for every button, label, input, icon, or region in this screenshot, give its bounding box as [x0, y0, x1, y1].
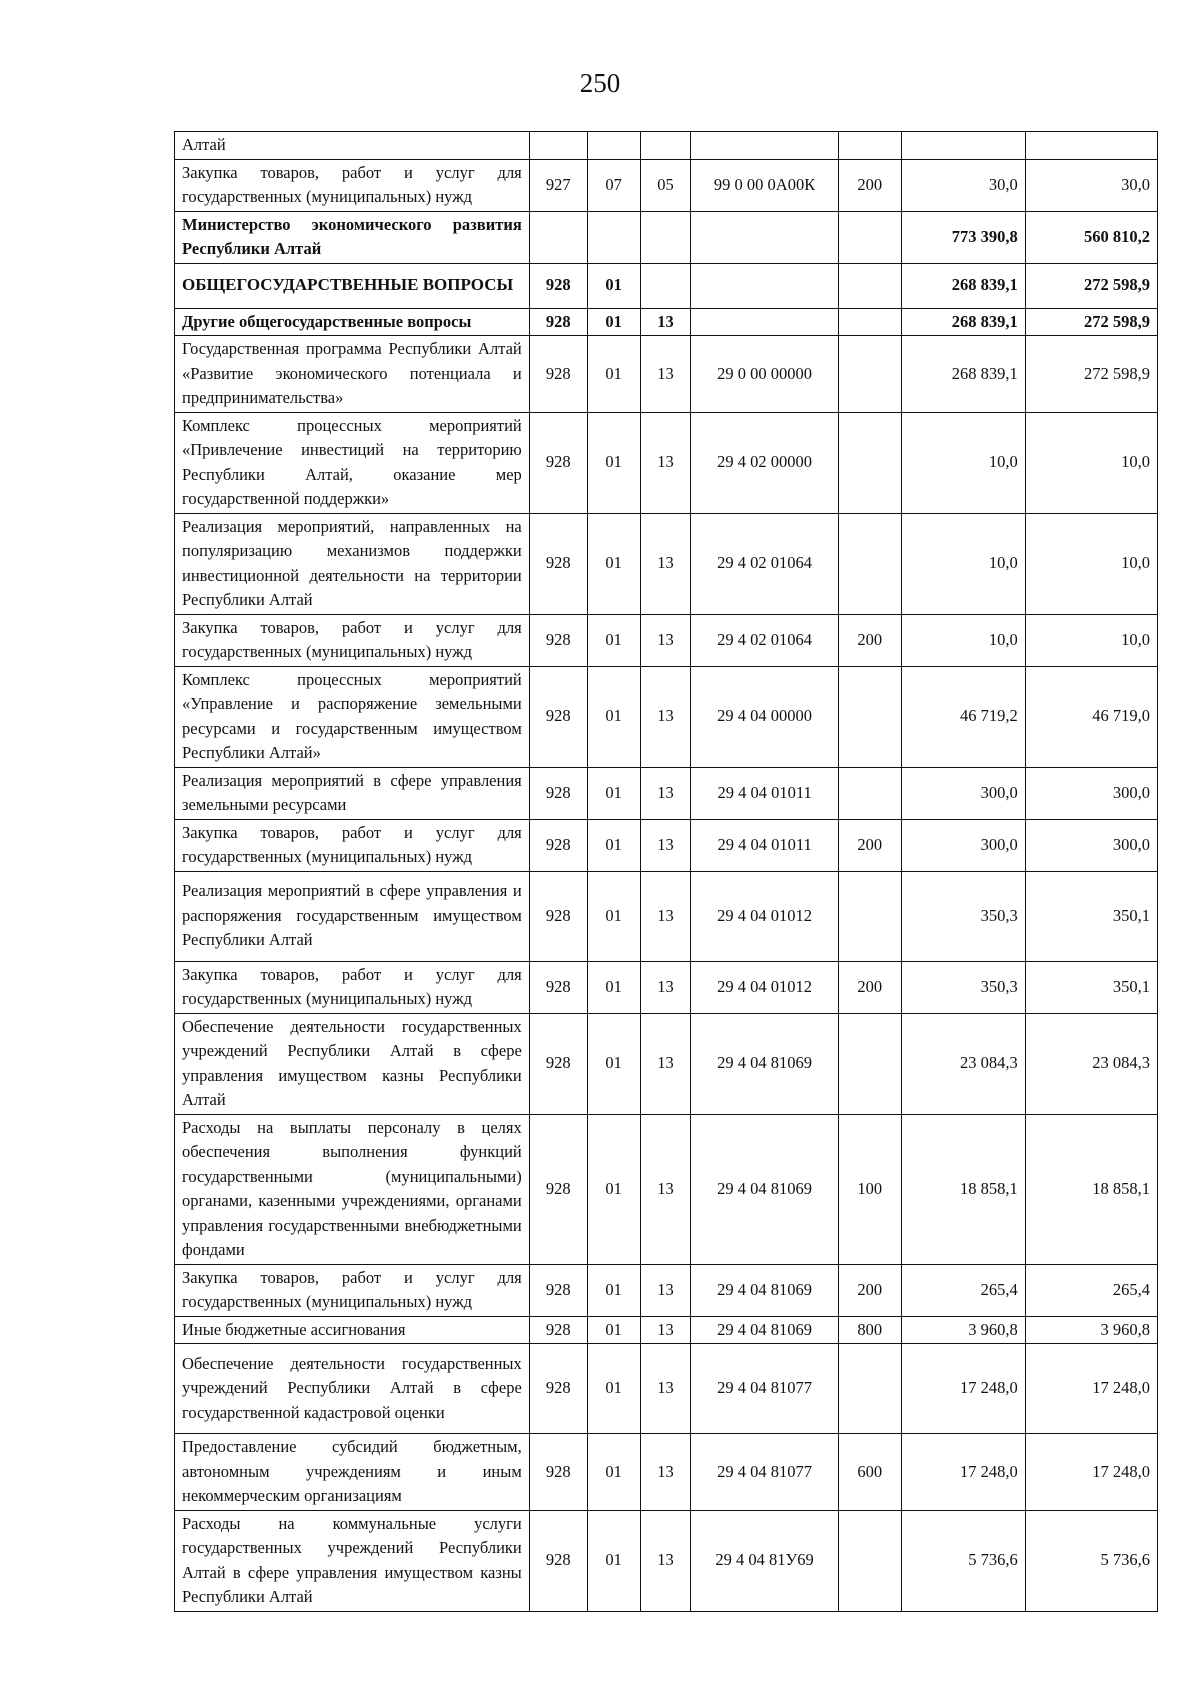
section-code: 01 — [587, 1114, 640, 1264]
subsection-code: 13 — [640, 412, 691, 513]
section-code: 01 — [587, 308, 640, 336]
amount-year-1: 23 084,3 — [901, 1013, 1025, 1114]
row-name: Закупка товаров, работ и услуг для государственных (муниципальных) нужд — [175, 819, 530, 871]
amount-year-2: 5 736,6 — [1025, 1510, 1157, 1611]
amount-year-1: 46 719,2 — [901, 666, 1025, 767]
table-row — [175, 1264, 1158, 1316]
amount-year-1: 268 839,1 — [901, 336, 1025, 413]
section-code — [587, 211, 640, 263]
section-code: 01 — [587, 336, 640, 413]
target-article-code: 29 0 00 00000 — [691, 336, 838, 413]
row-name: Комплекс процессных мероприятий «Привлечение инвестиций на территорию Республики Алтай, оказание мер государственной поддержки» — [175, 412, 530, 513]
subsection-code: 13 — [640, 1434, 691, 1511]
expense-type-code — [838, 767, 901, 819]
target-article-code: 99 0 00 0А00К — [691, 159, 838, 211]
ministry-code: 928 — [529, 871, 587, 961]
row-name: Алтай — [175, 132, 530, 160]
ministry-code: 928 — [529, 513, 587, 614]
ministry-code: 928 — [529, 1434, 587, 1511]
table-row — [175, 1013, 1158, 1114]
table-row — [175, 666, 1158, 767]
ministry-code: 928 — [529, 1316, 587, 1344]
ministry-code: 928 — [529, 666, 587, 767]
ministry-code: 928 — [529, 1510, 587, 1611]
amount-year-1: 30,0 — [901, 159, 1025, 211]
subsection-code — [640, 211, 691, 263]
row-name: Реализация мероприятий в сфере управления и распоряжения государственным имуществом Республики Алтай — [175, 871, 530, 961]
expense-type-code — [838, 308, 901, 336]
expense-type-code — [838, 336, 901, 413]
section-code: 01 — [587, 961, 640, 1013]
target-article-code: 29 4 04 81069 — [691, 1264, 838, 1316]
section-code: 01 — [587, 614, 640, 666]
expense-type-code — [838, 412, 901, 513]
row-name: Закупка товаров, работ и услуг для государственных (муниципальных) нужд — [175, 961, 530, 1013]
amount-year-2: 272 598,9 — [1025, 336, 1157, 413]
expense-type-code — [838, 1510, 901, 1611]
amount-year-2: 17 248,0 — [1025, 1434, 1157, 1511]
section-code: 01 — [587, 666, 640, 767]
target-article-code — [691, 211, 838, 263]
amount-year-1: 268 839,1 — [901, 263, 1025, 308]
table-row — [175, 1114, 1158, 1264]
amount-year-1: 268 839,1 — [901, 308, 1025, 336]
table-row — [175, 614, 1158, 666]
target-article-code: 29 4 04 01011 — [691, 767, 838, 819]
amount-year-2: 3 960,8 — [1025, 1316, 1157, 1344]
amount-year-2: 560 810,2 — [1025, 211, 1157, 263]
subsection-code: 13 — [640, 1264, 691, 1316]
target-article-code: 29 4 02 01064 — [691, 614, 838, 666]
ministry-code: 928 — [529, 1013, 587, 1114]
row-name: Другие общегосударственные вопросы — [175, 308, 530, 336]
section-code: 01 — [587, 513, 640, 614]
amount-year-2: 10,0 — [1025, 513, 1157, 614]
section-code: 07 — [587, 159, 640, 211]
table-row — [175, 961, 1158, 1013]
target-article-code — [691, 308, 838, 336]
amount-year-1: 18 858,1 — [901, 1114, 1025, 1264]
amount-year-1: 265,4 — [901, 1264, 1025, 1316]
amount-year-2: 10,0 — [1025, 614, 1157, 666]
subsection-code — [640, 132, 691, 160]
target-article-code: 29 4 04 81077 — [691, 1434, 838, 1511]
subsection-code — [640, 263, 691, 308]
subsection-code: 13 — [640, 1510, 691, 1611]
amount-year-1: 10,0 — [901, 614, 1025, 666]
section-code: 01 — [587, 412, 640, 513]
amount-year-2: 272 598,9 — [1025, 263, 1157, 308]
ministry-code: 928 — [529, 336, 587, 413]
subsection-code: 13 — [640, 961, 691, 1013]
amount-year-2: 265,4 — [1025, 1264, 1157, 1316]
target-article-code: 29 4 04 01011 — [691, 819, 838, 871]
amount-year-1 — [901, 132, 1025, 160]
row-name: Обеспечение деятельности государственных учреждений Республики Алтай в сфере государственной кадастровой оценки — [175, 1344, 530, 1434]
subsection-code: 13 — [640, 1114, 691, 1264]
subsection-code: 13 — [640, 1344, 691, 1434]
target-article-code: 29 4 04 01012 — [691, 871, 838, 961]
amount-year-2: 10,0 — [1025, 412, 1157, 513]
table-row — [175, 412, 1158, 513]
expense-type-code: 200 — [838, 159, 901, 211]
amount-year-2 — [1025, 132, 1157, 160]
section-code: 01 — [587, 1434, 640, 1511]
section-code: 01 — [587, 767, 640, 819]
expense-type-code: 800 — [838, 1316, 901, 1344]
amount-year-1: 350,3 — [901, 871, 1025, 961]
expense-type-code: 100 — [838, 1114, 901, 1264]
subsection-code: 13 — [640, 1013, 691, 1114]
row-name: Иные бюджетные ассигнования — [175, 1316, 530, 1344]
ministry-code — [529, 211, 587, 263]
table-row — [175, 871, 1158, 961]
table-row — [175, 1344, 1158, 1434]
amount-year-2: 350,1 — [1025, 961, 1157, 1013]
amount-year-1: 10,0 — [901, 513, 1025, 614]
target-article-code: 29 4 02 00000 — [691, 412, 838, 513]
target-article-code: 29 4 04 81069 — [691, 1114, 838, 1264]
ministry-code: 928 — [529, 308, 587, 336]
amount-year-2: 30,0 — [1025, 159, 1157, 211]
ministry-code: 928 — [529, 1264, 587, 1316]
subsection-code: 13 — [640, 666, 691, 767]
amount-year-2: 46 719,0 — [1025, 666, 1157, 767]
section-code: 01 — [587, 1316, 640, 1344]
subsection-code: 13 — [640, 336, 691, 413]
amount-year-2: 18 858,1 — [1025, 1114, 1157, 1264]
section-code: 01 — [587, 871, 640, 961]
expense-type-code — [838, 211, 901, 263]
target-article-code: 29 4 04 81077 — [691, 1344, 838, 1434]
target-article-code: 29 4 02 01064 — [691, 513, 838, 614]
ministry-code: 928 — [529, 412, 587, 513]
expense-type-code: 200 — [838, 961, 901, 1013]
table-row — [175, 767, 1158, 819]
amount-year-2: 350,1 — [1025, 871, 1157, 961]
section-code: 01 — [587, 1510, 640, 1611]
amount-year-2: 272 598,9 — [1025, 308, 1157, 336]
amount-year-1: 3 960,8 — [901, 1316, 1025, 1344]
expense-type-code — [838, 871, 901, 961]
target-article-code: 29 4 04 81069 — [691, 1316, 838, 1344]
expense-type-code — [838, 1344, 901, 1434]
table-row — [175, 819, 1158, 871]
row-name: Закупка товаров, работ и услуг для государственных (муниципальных) нужд — [175, 614, 530, 666]
expense-type-code — [838, 132, 901, 160]
amount-year-2: 23 084,3 — [1025, 1013, 1157, 1114]
table-row — [175, 308, 1158, 336]
ministry-code: 928 — [529, 819, 587, 871]
section-code: 01 — [587, 1264, 640, 1316]
amount-year-1: 17 248,0 — [901, 1434, 1025, 1511]
target-article-code — [691, 132, 838, 160]
table-row — [175, 159, 1158, 211]
amount-year-1: 300,0 — [901, 767, 1025, 819]
section-code: 01 — [587, 819, 640, 871]
row-name: Закупка товаров, работ и услуг для государственных (муниципальных) нужд — [175, 1264, 530, 1316]
target-article-code: 29 4 04 81У69 — [691, 1510, 838, 1611]
table-row — [175, 132, 1158, 160]
target-article-code: 29 4 04 00000 — [691, 666, 838, 767]
row-name: Реализация мероприятий, направленных на популяризацию механизмов поддержки инвестиционной деятельности на территории Республики Алтай — [175, 513, 530, 614]
row-name: Закупка товаров, работ и услуг для государственных (муниципальных) нужд — [175, 159, 530, 211]
row-name: Предоставление субсидий бюджетным, автономным учреждениям и иным некоммерческим организациям — [175, 1434, 530, 1511]
table-row — [175, 1510, 1158, 1611]
expense-type-code — [838, 513, 901, 614]
row-name: Обеспечение деятельности государственных учреждений Республики Алтай в сфере управления имуществом казны Республики Алтай — [175, 1013, 530, 1114]
ministry-code: 928 — [529, 961, 587, 1013]
amount-year-2: 300,0 — [1025, 767, 1157, 819]
ministry-code: 928 — [529, 767, 587, 819]
expense-type-code: 200 — [838, 819, 901, 871]
table-row — [175, 263, 1158, 308]
ministry-code: 928 — [529, 1344, 587, 1434]
budget-table — [174, 131, 1158, 1612]
row-name: Расходы на выплаты персоналу в целях обеспечения выполнения функций государственными (муниципальными) органами, казенными учреждениями, органами управления государственными внебюджетными фондами — [175, 1114, 530, 1264]
ministry-code: 928 — [529, 263, 587, 308]
table-row — [175, 211, 1158, 263]
expense-type-code — [838, 1013, 901, 1114]
expense-type-code — [838, 263, 901, 308]
subsection-code: 05 — [640, 159, 691, 211]
section-code: 01 — [587, 1344, 640, 1434]
section-code: 01 — [587, 263, 640, 308]
section-code — [587, 132, 640, 160]
row-name: Реализация мероприятий в сфере управления земельными ресурсами — [175, 767, 530, 819]
amount-year-1: 773 390,8 — [901, 211, 1025, 263]
row-name: Расходы на коммунальные услуги государственных учреждений Республики Алтай в сфере управления имуществом казны Республики Алтай — [175, 1510, 530, 1611]
ministry-code: 928 — [529, 1114, 587, 1264]
subsection-code: 13 — [640, 614, 691, 666]
table-row — [175, 336, 1158, 413]
amount-year-1: 5 736,6 — [901, 1510, 1025, 1611]
section-code: 01 — [587, 1013, 640, 1114]
expense-type-code: 200 — [838, 614, 901, 666]
subsection-code: 13 — [640, 513, 691, 614]
row-name: Министерство экономического развития Республики Алтай — [175, 211, 530, 263]
amount-year-1: 17 248,0 — [901, 1344, 1025, 1434]
ministry-code: 928 — [529, 614, 587, 666]
amount-year-1: 10,0 — [901, 412, 1025, 513]
page-number: 250 — [579, 68, 621, 98]
subsection-code: 13 — [640, 1316, 691, 1344]
ministry-code: 927 — [529, 159, 587, 211]
expense-type-code: 600 — [838, 1434, 901, 1511]
target-article-code: 29 4 04 01012 — [691, 961, 838, 1013]
ministry-code — [529, 132, 587, 160]
amount-year-1: 350,3 — [901, 961, 1025, 1013]
expense-type-code — [838, 666, 901, 767]
amount-year-1: 300,0 — [901, 819, 1025, 871]
expense-type-code: 200 — [838, 1264, 901, 1316]
row-name: Комплекс процессных мероприятий «Управление и распоряжение земельными ресурсами и государственным имуществом Республики Алтай» — [175, 666, 530, 767]
subsection-code: 13 — [640, 871, 691, 961]
table-row — [175, 513, 1158, 614]
row-name: ОБЩЕГОСУДАРСТВЕННЫЕ ВОПРОСЫ — [175, 263, 530, 308]
row-name: Государственная программа Республики Алтай «Развитие экономического потенциала и предпринимательства» — [175, 336, 530, 413]
table-row — [175, 1434, 1158, 1511]
subsection-code: 13 — [640, 767, 691, 819]
amount-year-2: 17 248,0 — [1025, 1344, 1157, 1434]
subsection-code: 13 — [640, 308, 691, 336]
table-row — [175, 1316, 1158, 1344]
target-article-code: 29 4 04 81069 — [691, 1013, 838, 1114]
target-article-code — [691, 263, 838, 308]
amount-year-2: 300,0 — [1025, 819, 1157, 871]
subsection-code: 13 — [640, 819, 691, 871]
